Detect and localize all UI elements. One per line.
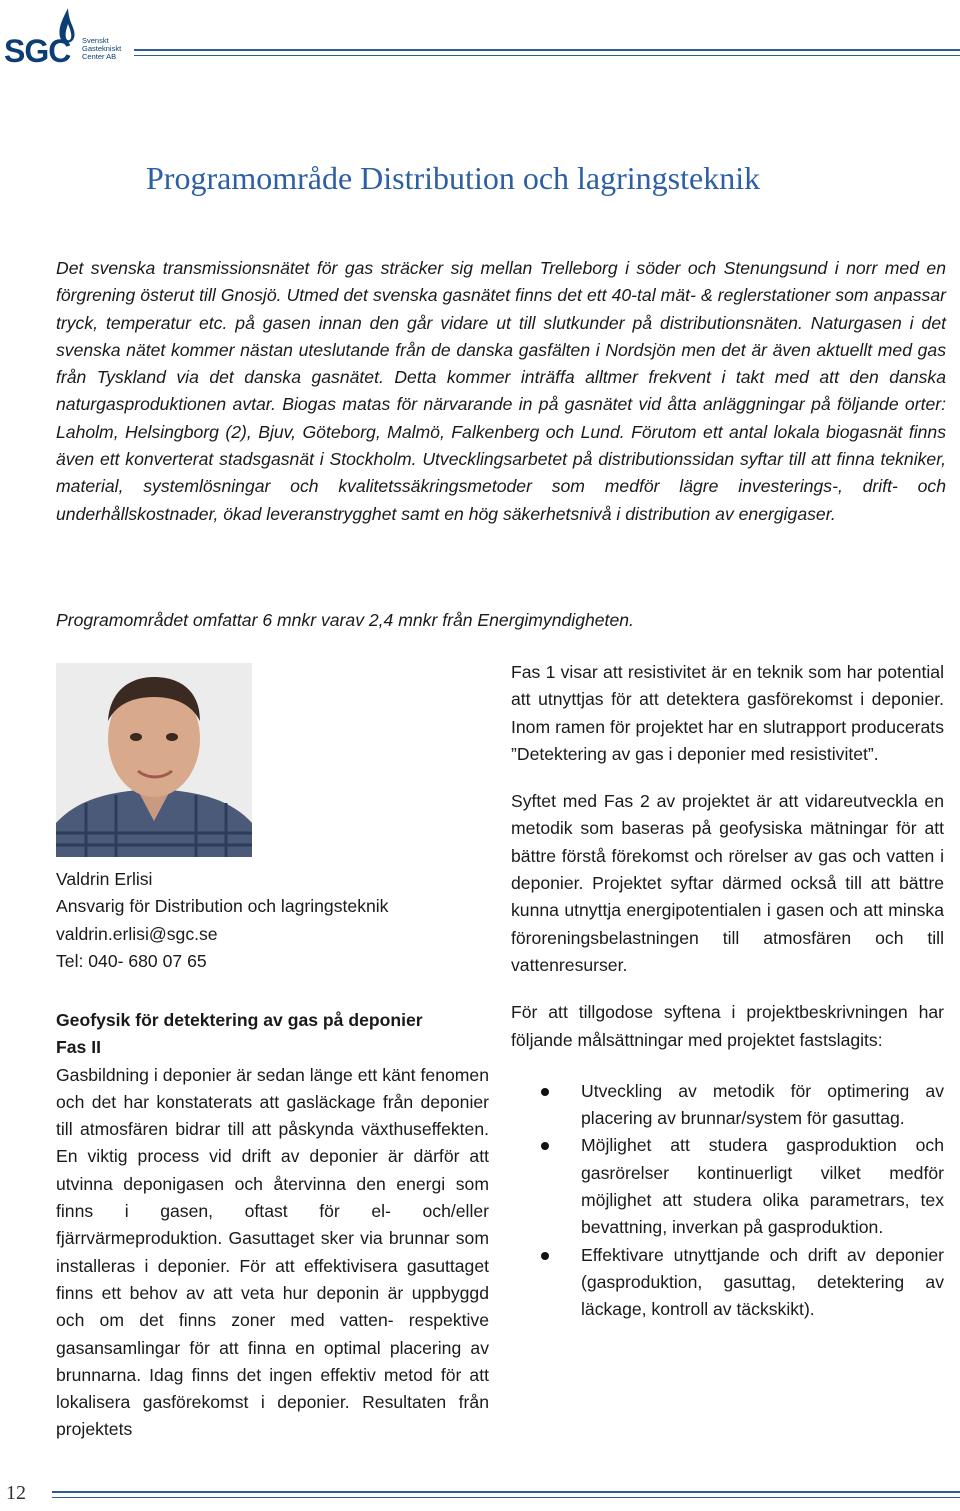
bullet-icon xyxy=(541,1088,549,1096)
page-number: 12 xyxy=(6,1482,26,1504)
header-rule xyxy=(134,49,960,51)
funding-note: Programområdet omfattar 6 mnkr varav 2,4 mnkr från Energimyndigheten. xyxy=(56,610,634,630)
contact-phone: Tel: 040- 680 07 65 xyxy=(56,950,207,971)
goals-intro: För att tillgodose syftena i projektbeskrivningen har följande målsättningar med projektet fastslagits: xyxy=(511,1002,944,1050)
sgc-logo xyxy=(4,4,144,69)
page-header xyxy=(0,0,960,80)
intro-paragraph: Det svenska transmissionsnätet för gas sträcker sig mellan Trelleborg i söder och Stenungsund i norr med en förgrening österut till Gnosjö. Utmed det svenska gasnätet finns det ett 40-tal mät- & reglerstationer som anpassar tryck, temperatur etc. på gasen innan den går vidare ut till slutkunder på distributionsnäten. Naturgasen i det svenska nätet kommer nästan uteslutande från de danska gasfälten i Nordsjön men det är även aktuellt med gas från Tyskland via det danska gasnätet. Detta kommer inträffa alltmer frekvent i takt med att den danska naturgasproduktionen avtar. Biogas matas för närvarande in på gasnätet vid åtta anläggningar på följande orter: Laholm, Helsingborg (2), Bjuv, Göteborg, Malmö, Falkenberg och Lund. Förutom ett antal lokala biogasnät finns även ett konverterat stadsgasnät i Stockholm. Utvecklingsarbetet på distributionssidan syftar till att finna tekniker, material, systemlösningar och kvalitetssäkringsmetoder som medför lägre investerings-, drift- och underhållskostnader, ökad leveranstrygghet samt en hög säkerhetsnivå i distribution av energigaser. xyxy=(56,258,946,524)
list-item: Effektivare utnyttjande och drift av deponier (gasproduktion, gasuttag, detektering av läckage, kontroll av täckskikt). xyxy=(511,1242,944,1324)
contact-role: Ansvarig för Distribution och lagringsteknik xyxy=(56,896,389,917)
phase2-paragraph: Syftet med Fas 2 av projektet är att vidareutveckla en metodik som baseras på geofysiska mätningar för att bättre förstå förekomst och rörelser av gas och vatten i deponier. Projektet syftar därmed också till att bättre kunna utnyttja energipotentialen i gasen och att minska föroreningsbelastningen till atmosfären och till vattenresurser. xyxy=(511,791,944,975)
list-item: Utveckling av metodik för optimering av placering av brunnar/system för gasuttag. xyxy=(511,1078,944,1133)
contact-email[interactable]: valdrin.erlisi@sgc.se xyxy=(56,923,218,944)
logo-subtitle: Svenskt Gastekniskt Center AB xyxy=(82,36,122,61)
contact-block xyxy=(56,866,476,975)
header-rule-thin xyxy=(134,55,960,56)
contact-name: Valdrin Erlisi xyxy=(56,869,153,889)
page-title: Programområde Distribution och lagringsteknik xyxy=(146,160,761,196)
project-column-right xyxy=(511,659,944,1324)
list-item: Möjlighet att studera gasproduktion och gasrörelser kontinuerligt vilket medför möjlighet att studera olika parametrars, tex bevattning, inverkan på gasproduktion. xyxy=(511,1132,944,1241)
logo-wordmark: SGC xyxy=(4,33,71,69)
bullet-icon xyxy=(541,1142,549,1150)
bullet-icon xyxy=(541,1252,549,1260)
portrait-photo xyxy=(56,663,252,857)
goals-list xyxy=(511,1078,944,1324)
project-column-left xyxy=(56,1007,489,1444)
footer-rule-thin xyxy=(52,1497,960,1498)
footer-rule xyxy=(52,1491,960,1493)
phase1-paragraph: Fas 1 visar att resistivitet är en teknik som har potential att utnyttjas för att detektera gasförekomst i deponier. Inom ramen för projektet har en slutrapport producerats ”Detektering av gas i deponier med resistivitet”. xyxy=(511,662,944,764)
project-body: Gasbildning i deponier är sedan länge ett känt fenomen och det har konstaterats att gasläckage från deponier till atmosfären bidrar till att påskynda växthuseffekten. En viktig process vid drift av deponier är därför att utvinna deponigasen och återvinna den energi som finns i gasen, oftast för el- och/eller fjärrvärmeproduktion. Gasuttaget sker via brunnar som installeras i deponier. För att effektivisera gasuttaget finns ett behov av att veta hur deponin är uppbyggd och om det finns zoner med vatten- respektive gasansamlingar för att finna en optimal placering av brunnarna. Idag finns det ingen effektiv metod för att lokalisera gasförekomst i deponier. Resultaten från projektets xyxy=(56,1064,489,1440)
project-heading: Geofysik för detektering av gas på deponier Fas II xyxy=(56,1010,423,1058)
